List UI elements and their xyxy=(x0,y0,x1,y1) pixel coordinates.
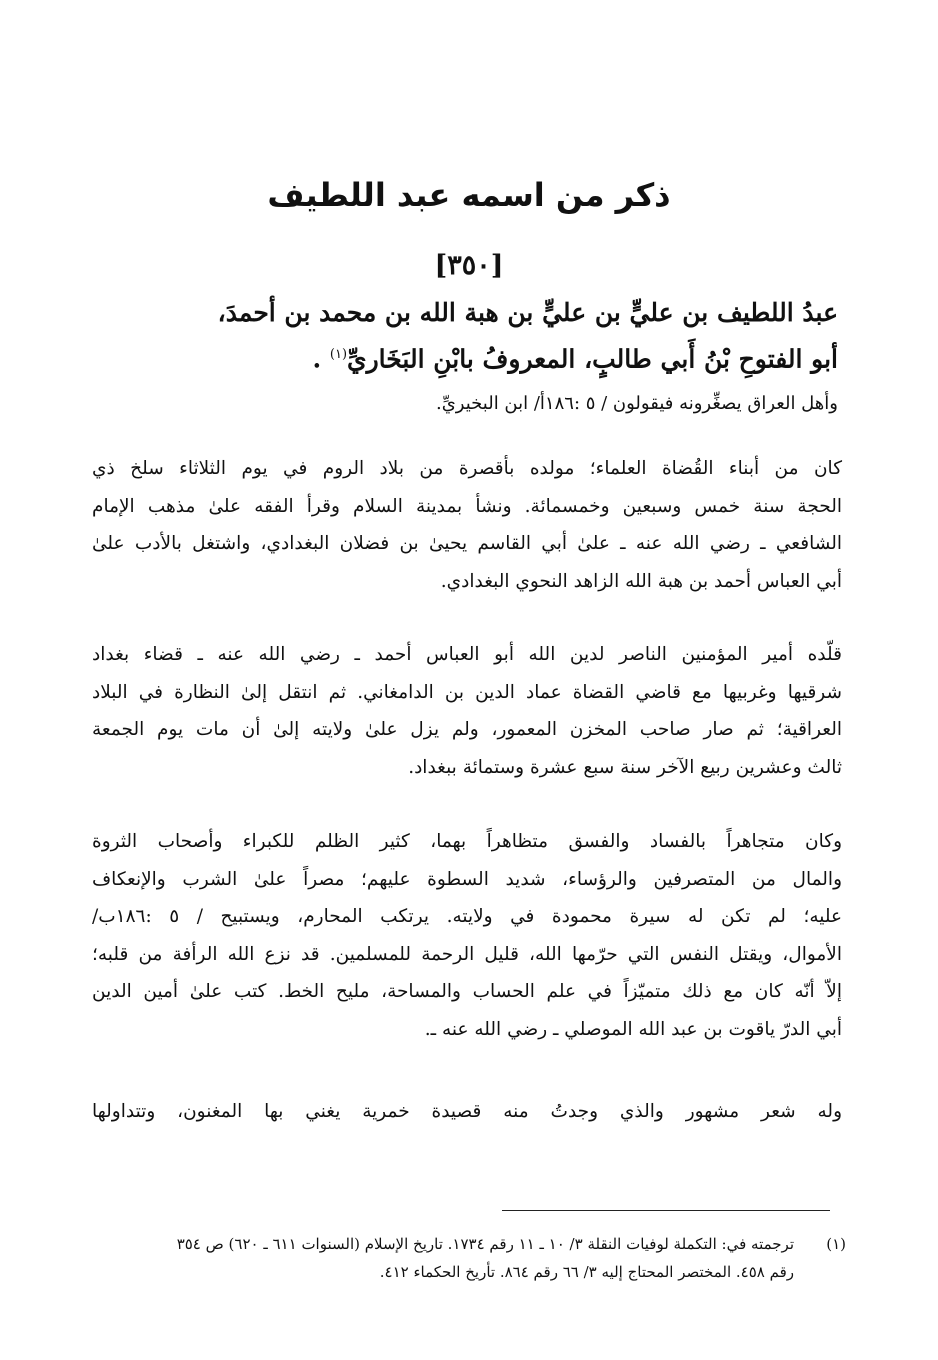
section-title: ذكر من اسمه عبد اللطيف xyxy=(267,176,671,214)
footnote-item xyxy=(92,1230,846,1286)
entry-number: [٣٥٠] xyxy=(434,250,504,281)
paragraph-character xyxy=(92,823,842,1048)
entry-heading xyxy=(150,292,838,380)
text-line: والمال من المتصرفين والرؤساء، شديد السطوة عليهم؛ مصراً علىٰ الشرب والإنعكاف xyxy=(92,868,842,890)
text-line: الأموال، ويقتل النفس التي حرّمها الله، قليل الرحمة للمسلمين. قد نزع الله الرأفة من قلبه؛ xyxy=(92,943,842,965)
text-line: إلاّ أنّه كان مع ذلك متميّزاً في علم الحساب والمساحة، مليح الخط. كتب علىٰ أمين الدين xyxy=(92,981,842,1002)
footnote-divider xyxy=(502,1210,830,1211)
heading-line xyxy=(150,334,838,380)
footnote-reference[interactable]: (١) xyxy=(329,347,348,362)
text-line: كان من أبناء القُضاة العلماء؛ مولده بأقصرة من بلاد الروم في يوم الثلاثاء سلخ ذي xyxy=(92,458,842,479)
text-line: وكان متجاهراً بالفساد والفسق متظاهراً بهما، كثير الظلم للكبراء وأصحاب الثروة xyxy=(92,831,842,852)
text-line: قلّده أمير المؤمنين الناصر لدين الله أبو العباس أحمد ـ رضي الله عنه ـ قضاء بغداد xyxy=(92,644,842,665)
text-line: العراقية؛ ثم صار صاحب المخزن المعمور، ولم يزل علىٰ ولايته إلىٰ أن مات يوم الجمعة xyxy=(92,719,842,740)
text-line: الحجة سنة خمس وسبعين وخمسمائة. ونشأ بمدينة السلام وقرأ الفقه علىٰ مذهب الإمام xyxy=(92,495,842,517)
text-line: وله شعر مشهور والذي وجدتُ منه قصيدة خمرية يغني بها المغنون، وتتداولها xyxy=(92,1101,842,1122)
footnote-number: (١) xyxy=(826,1235,846,1253)
heading-line: عبدُ اللطيف بن عليٍّ بن عليٍّ بن هبة الله بن محمد بن أحمدَ، xyxy=(217,298,838,327)
paragraph-birth-education xyxy=(92,450,842,600)
footnote-line: ترجمته في: التكملة لوفيات النقلة ٣/ ١٠ ـ ١١ رقم ١٧٣٤. تاريخ الإسلام (السنوات ٦١١ ـ ٦٢٠) ص ٣٥٤ xyxy=(176,1235,794,1253)
footnote-text xyxy=(92,1230,794,1286)
name-variant-note: وأهل العراق يصغِّرونه فيقولون / ٥ :١٨٦أ/ ابن البخيريِّ. xyxy=(435,393,838,414)
text-line: ثالث وعشرين ربيع الآخر سنة سبع عشرة وستمائة ببغداد. xyxy=(408,756,842,778)
text-line: شرقيها وغربيها مع قاضي القضاة عماد الدين بن الدامغاني. ثم انتقل إلىٰ النظارة في البلاد xyxy=(92,681,842,703)
paragraph-career xyxy=(92,636,842,786)
footnote-line: رقم ٤٥٨. المختصر المحتاج إليه ٣/ ٦٦ رقم ٨٦٤. تأريخ الحكماء ٤١٢. xyxy=(379,1263,794,1281)
text-line: أبي الدرّ ياقوت بن عبد الله الموصلي ـ رضي الله عنه ـ. xyxy=(424,1018,842,1040)
text-line: أبي العباس أحمد بن هبة الله الزاهد النحوي البغدادي. xyxy=(440,570,842,592)
heading-line-text: أبو الفتوحِ بْنُ أَبي طالبٍ، المعروفُ بابْنِ البَخَاريِّ xyxy=(347,344,838,374)
text-line: عليه؛ لم تكن له سيرة محمودة في ولايته. يرتكب المحارم، ويستبيح / ٥ :١٨٦ب/ xyxy=(92,906,842,927)
heading-end: . xyxy=(312,344,330,374)
footnotes xyxy=(92,1230,846,1286)
text-line: الشافعي ـ رضي الله عنه ـ علىٰ أبي القاسم يحيىٰ بن فضلان البغدادي، واشتغل بالأدب علىٰ xyxy=(92,533,842,554)
paragraph-poetry xyxy=(92,1093,842,1131)
